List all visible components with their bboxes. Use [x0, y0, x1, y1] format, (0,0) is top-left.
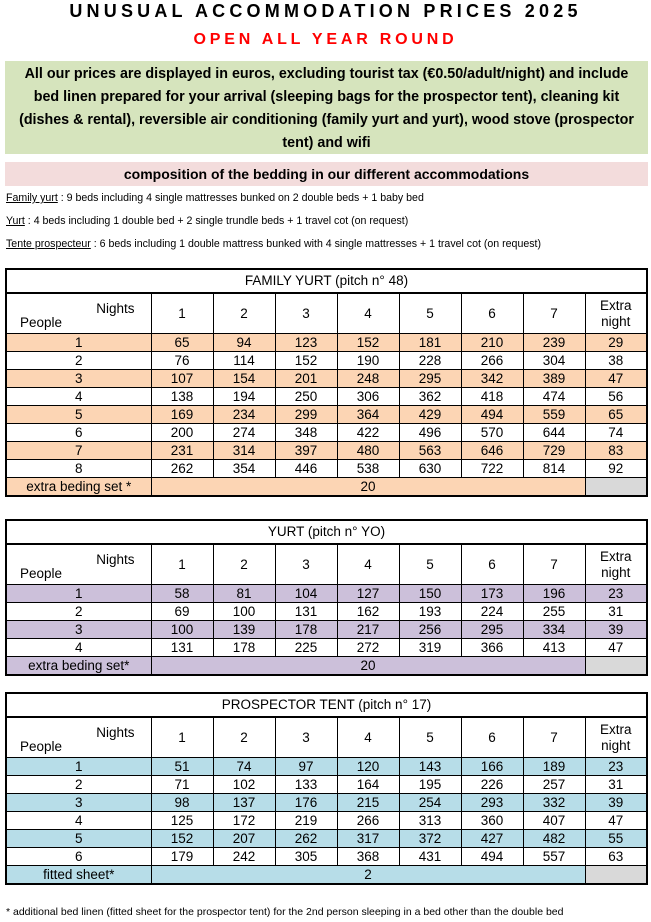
bedding-item-desc: : 6 beds including 1 double mattress bunked with 4 single mattresses + 1 travel cot (on request) — [90, 238, 541, 250]
nights-column-header: 4 — [337, 545, 399, 585]
price-cell: 125 — [151, 812, 213, 830]
nights-column-header: 5 — [399, 545, 461, 585]
nights-column-header: 3 — [275, 545, 337, 585]
extra-night-price-cell: 23 — [585, 758, 646, 776]
price-cell: 207 — [213, 830, 275, 848]
price-cell: 262 — [275, 830, 337, 848]
price-cell: 397 — [275, 442, 337, 460]
bedding-item-family-yurt — [6, 191, 646, 205]
extra-night-price-cell: 39 — [585, 621, 646, 639]
bedding-item-name: Tente prospecteur — [6, 238, 91, 250]
extra-night-price-cell: 47 — [585, 370, 646, 388]
price-cell: 317 — [337, 830, 399, 848]
price-cell: 295 — [399, 370, 461, 388]
extra-night-header — [585, 545, 646, 585]
price-cell: 407 — [523, 812, 585, 830]
price-cell: 474 — [523, 388, 585, 406]
price-cell: 224 — [461, 603, 523, 621]
price-cell: 98 — [151, 794, 213, 812]
price-cell: 210 — [461, 334, 523, 352]
extra-night-price-cell: 47 — [585, 812, 646, 830]
price-cell: 494 — [461, 406, 523, 424]
bedding-item-prospector-tent — [6, 237, 646, 251]
price-cell: 360 — [461, 812, 523, 830]
corner-header-cell — [7, 545, 151, 585]
nights-column-header: 1 — [151, 545, 213, 585]
extra-night-price-cell: 31 — [585, 776, 646, 794]
price-cell: 166 — [461, 758, 523, 776]
price-cell: 266 — [461, 352, 523, 370]
extra-label-line: night — [601, 737, 631, 753]
nights-column-header: 4 — [337, 718, 399, 758]
nights-column-header: 2 — [213, 718, 275, 758]
table-row — [7, 460, 646, 478]
table-row — [7, 812, 646, 830]
price-cell: 81 — [213, 585, 275, 603]
price-cell: 143 — [399, 758, 461, 776]
table-row — [7, 424, 646, 442]
table-row — [7, 794, 646, 812]
empty-grey-cell — [585, 478, 646, 496]
price-cell: 299 — [275, 406, 337, 424]
family-yurt-price-table — [5, 268, 648, 497]
price-cell: 429 — [399, 406, 461, 424]
nights-column-header: 7 — [523, 718, 585, 758]
empty-grey-cell — [585, 866, 646, 884]
header-row — [7, 545, 646, 585]
nights-label: Nights — [96, 552, 135, 567]
extra-night-header — [585, 718, 646, 758]
extra-label-line: night — [601, 564, 631, 580]
nights-label: Nights — [96, 725, 135, 740]
nights-column-header: 6 — [461, 545, 523, 585]
footnote: * additional bed linen (fitted sheet for the prospector tent) for the 2nd person sleeping in a bed other than the double bed — [6, 906, 564, 918]
bedding-item-name: Family yurt — [6, 192, 58, 204]
extra-bedding-price: 20 — [151, 478, 585, 496]
price-cell: 231 — [151, 442, 213, 460]
people-count-cell: 1 — [7, 334, 151, 352]
table-row — [7, 830, 646, 848]
price-cell: 630 — [399, 460, 461, 478]
table-row — [7, 758, 646, 776]
nights-column-header: 6 — [461, 718, 523, 758]
nights-column-header: 1 — [151, 294, 213, 334]
extra-night-price-cell: 29 — [585, 334, 646, 352]
price-cell: 150 — [399, 585, 461, 603]
price-cell: 480 — [337, 442, 399, 460]
extra-bedding-label: fitted sheet* — [7, 866, 151, 884]
price-grid — [7, 544, 646, 674]
price-cell: 215 — [337, 794, 399, 812]
nights-column-header: 7 — [523, 545, 585, 585]
price-cell: 496 — [399, 424, 461, 442]
people-count-cell: 1 — [7, 585, 151, 603]
price-cell: 389 — [523, 370, 585, 388]
price-cell: 563 — [399, 442, 461, 460]
price-cell: 366 — [461, 639, 523, 657]
price-cell: 127 — [337, 585, 399, 603]
table-row — [7, 334, 646, 352]
extra-night-price-cell: 63 — [585, 848, 646, 866]
price-cell: 164 — [337, 776, 399, 794]
price-cell: 178 — [275, 621, 337, 639]
price-cell: 152 — [337, 334, 399, 352]
table-row — [7, 848, 646, 866]
price-cell: 107 — [151, 370, 213, 388]
extra-night-price-cell: 92 — [585, 460, 646, 478]
price-cell: 225 — [275, 639, 337, 657]
people-count-cell: 4 — [7, 639, 151, 657]
table-title: FAMILY YURT (pitch n° 48) — [7, 270, 646, 293]
price-cell: 94 — [213, 334, 275, 352]
price-cell: 74 — [213, 758, 275, 776]
people-count-cell: 2 — [7, 603, 151, 621]
price-cell: 368 — [337, 848, 399, 866]
extra-night-header — [585, 294, 646, 334]
price-cell: 446 — [275, 460, 337, 478]
price-cell: 257 — [523, 776, 585, 794]
price-cell: 293 — [461, 794, 523, 812]
people-count-cell: 2 — [7, 352, 151, 370]
nights-column-header: 3 — [275, 718, 337, 758]
price-cell: 348 — [275, 424, 337, 442]
price-cell: 242 — [213, 848, 275, 866]
price-cell: 189 — [523, 758, 585, 776]
price-cell: 364 — [337, 406, 399, 424]
extra-night-price-cell: 38 — [585, 352, 646, 370]
extra-night-price-cell: 31 — [585, 603, 646, 621]
table-row — [7, 406, 646, 424]
price-cell: 195 — [399, 776, 461, 794]
price-cell: 172 — [213, 812, 275, 830]
price-cell: 431 — [399, 848, 461, 866]
price-cell: 71 — [151, 776, 213, 794]
price-cell: 196 — [523, 585, 585, 603]
price-cell: 256 — [399, 621, 461, 639]
people-label: People — [20, 739, 63, 754]
nights-column-header: 5 — [399, 294, 461, 334]
extra-night-price-cell: 39 — [585, 794, 646, 812]
bedding-item-desc: : 4 beds including 1 double bed + 2 single trundle beds + 1 travel cot (on request) — [24, 215, 409, 227]
people-count-cell: 6 — [7, 424, 151, 442]
price-cell: 169 — [151, 406, 213, 424]
price-cell: 138 — [151, 388, 213, 406]
table-title: PROSPECTOR TENT (pitch n° 17) — [7, 694, 646, 717]
price-cell: 538 — [337, 460, 399, 478]
price-cell: 51 — [151, 758, 213, 776]
table-title: YURT (pitch n° YO) — [7, 521, 646, 544]
people-count-cell: 6 — [7, 848, 151, 866]
extra-label-line: Extra — [599, 721, 632, 737]
table-row — [7, 442, 646, 460]
people-count-cell: 5 — [7, 406, 151, 424]
price-cell: 178 — [213, 639, 275, 657]
extra-night-price-cell: 56 — [585, 388, 646, 406]
price-cell: 254 — [399, 794, 461, 812]
price-cell: 274 — [213, 424, 275, 442]
extra-night-price-cell: 23 — [585, 585, 646, 603]
bedding-heading: composition of the bedding in our different accommodations — [5, 162, 648, 186]
price-cell: 131 — [151, 639, 213, 657]
extra-night-price-cell: 55 — [585, 830, 646, 848]
price-cell: 76 — [151, 352, 213, 370]
price-cell: 814 — [523, 460, 585, 478]
extra-night-price-cell: 83 — [585, 442, 646, 460]
people-label: People — [20, 566, 63, 581]
price-cell: 494 — [461, 848, 523, 866]
table-row — [7, 603, 646, 621]
price-cell: 262 — [151, 460, 213, 478]
price-cell: 114 — [213, 352, 275, 370]
price-cell: 250 — [275, 388, 337, 406]
extra-bedding-label: extra beding set* — [7, 657, 151, 675]
page-subtitle: OPEN ALL YEAR ROUND — [193, 31, 458, 48]
price-cell: 334 — [523, 621, 585, 639]
extra-bedding-label: extra beding set * — [7, 478, 151, 496]
price-cell: 131 — [275, 603, 337, 621]
price-cell: 248 — [337, 370, 399, 388]
people-count-cell: 4 — [7, 812, 151, 830]
price-grid — [7, 717, 646, 883]
header-row — [7, 718, 646, 758]
price-cell: 255 — [523, 603, 585, 621]
people-count-cell: 5 — [7, 830, 151, 848]
price-cell: 646 — [461, 442, 523, 460]
price-cell: 102 — [213, 776, 275, 794]
price-cell: 181 — [399, 334, 461, 352]
price-grid — [7, 293, 646, 495]
corner-header-cell — [7, 718, 151, 758]
price-cell: 314 — [213, 442, 275, 460]
price-cell: 354 — [213, 460, 275, 478]
bedding-item-yurt — [6, 214, 646, 228]
price-cell: 559 — [523, 406, 585, 424]
extra-bedding-row — [7, 657, 646, 675]
prospector-tent-price-table — [5, 692, 648, 885]
price-cell: 306 — [337, 388, 399, 406]
price-cell: 137 — [213, 794, 275, 812]
extra-bedding-row — [7, 866, 646, 884]
pricing-info-box: All our prices are displayed in euros, excluding tourist tax (€0.50/adult/night) and include bed linen prepared for your arrival (sleeping bags for the prospector tent), cleaning kit (dishes & rental), reversible air conditioning (family yurt and yurt), wood stove (prospector tent) and wifi — [5, 61, 648, 154]
people-count-cell: 3 — [7, 794, 151, 812]
people-count-cell: 4 — [7, 388, 151, 406]
header-row — [7, 294, 646, 334]
people-count-cell: 1 — [7, 758, 151, 776]
price-cell: 304 — [523, 352, 585, 370]
extra-night-price-cell: 74 — [585, 424, 646, 442]
table-row — [7, 352, 646, 370]
extra-bedding-price: 20 — [151, 657, 585, 675]
price-cell: 152 — [275, 352, 337, 370]
price-cell: 120 — [337, 758, 399, 776]
people-label: People — [20, 315, 63, 330]
price-cell: 217 — [337, 621, 399, 639]
price-cell: 179 — [151, 848, 213, 866]
price-cell: 332 — [523, 794, 585, 812]
price-cell: 570 — [461, 424, 523, 442]
extra-label-line: night — [601, 313, 631, 329]
price-cell: 422 — [337, 424, 399, 442]
table-row — [7, 585, 646, 603]
price-cell: 482 — [523, 830, 585, 848]
price-cell: 100 — [213, 603, 275, 621]
price-cell: 193 — [399, 603, 461, 621]
price-cell: 272 — [337, 639, 399, 657]
price-cell: 313 — [399, 812, 461, 830]
bedding-item-name: Yurt — [6, 215, 25, 227]
price-cell: 305 — [275, 848, 337, 866]
price-cell: 226 — [461, 776, 523, 794]
bedding-item-desc: : 9 beds including 4 single mattresses bunked on 2 double beds + 1 baby bed — [57, 192, 424, 204]
price-cell: 729 — [523, 442, 585, 460]
people-count-cell: 8 — [7, 460, 151, 478]
extra-label-line: Extra — [599, 297, 632, 313]
table-row — [7, 639, 646, 657]
nights-column-header: 2 — [213, 545, 275, 585]
price-cell: 97 — [275, 758, 337, 776]
nights-column-header: 6 — [461, 294, 523, 334]
price-cell: 234 — [213, 406, 275, 424]
nights-column-header: 4 — [337, 294, 399, 334]
extra-night-price-cell: 47 — [585, 639, 646, 657]
extra-bedding-row — [7, 478, 646, 496]
people-count-cell: 2 — [7, 776, 151, 794]
table-row — [7, 370, 646, 388]
price-cell: 362 — [399, 388, 461, 406]
price-cell: 228 — [399, 352, 461, 370]
price-cell: 194 — [213, 388, 275, 406]
extra-bedding-price: 2 — [151, 866, 585, 884]
price-cell: 190 — [337, 352, 399, 370]
people-count-cell: 7 — [7, 442, 151, 460]
nights-column-header: 2 — [213, 294, 275, 334]
yurt-price-table — [5, 519, 648, 676]
price-cell: 372 — [399, 830, 461, 848]
people-count-cell: 3 — [7, 370, 151, 388]
price-cell: 219 — [275, 812, 337, 830]
price-cell: 133 — [275, 776, 337, 794]
price-cell: 200 — [151, 424, 213, 442]
page-title: UNUSUAL ACCOMMODATION PRICES 2025 — [69, 1, 582, 21]
table-row — [7, 776, 646, 794]
price-cell: 201 — [275, 370, 337, 388]
price-cell: 413 — [523, 639, 585, 657]
price-cell: 239 — [523, 334, 585, 352]
nights-column-header: 1 — [151, 718, 213, 758]
price-cell: 342 — [461, 370, 523, 388]
price-cell: 65 — [151, 334, 213, 352]
price-cell: 418 — [461, 388, 523, 406]
price-cell: 557 — [523, 848, 585, 866]
price-cell: 152 — [151, 830, 213, 848]
price-cell: 176 — [275, 794, 337, 812]
price-cell: 644 — [523, 424, 585, 442]
nights-column-header: 5 — [399, 718, 461, 758]
table-row — [7, 388, 646, 406]
price-cell: 266 — [337, 812, 399, 830]
price-cell: 162 — [337, 603, 399, 621]
people-count-cell: 3 — [7, 621, 151, 639]
empty-grey-cell — [585, 657, 646, 675]
price-cell: 173 — [461, 585, 523, 603]
extra-night-price-cell: 65 — [585, 406, 646, 424]
price-cell: 295 — [461, 621, 523, 639]
price-cell: 69 — [151, 603, 213, 621]
price-cell: 154 — [213, 370, 275, 388]
corner-header-cell — [7, 294, 151, 334]
nights-column-header: 7 — [523, 294, 585, 334]
nights-label: Nights — [96, 301, 135, 316]
price-cell: 58 — [151, 585, 213, 603]
price-cell: 100 — [151, 621, 213, 639]
price-cell: 139 — [213, 621, 275, 639]
price-cell: 722 — [461, 460, 523, 478]
price-cell: 104 — [275, 585, 337, 603]
nights-column-header: 3 — [275, 294, 337, 334]
price-cell: 319 — [399, 639, 461, 657]
price-cell: 427 — [461, 830, 523, 848]
price-cell: 123 — [275, 334, 337, 352]
table-row — [7, 621, 646, 639]
extra-label-line: Extra — [599, 548, 632, 564]
